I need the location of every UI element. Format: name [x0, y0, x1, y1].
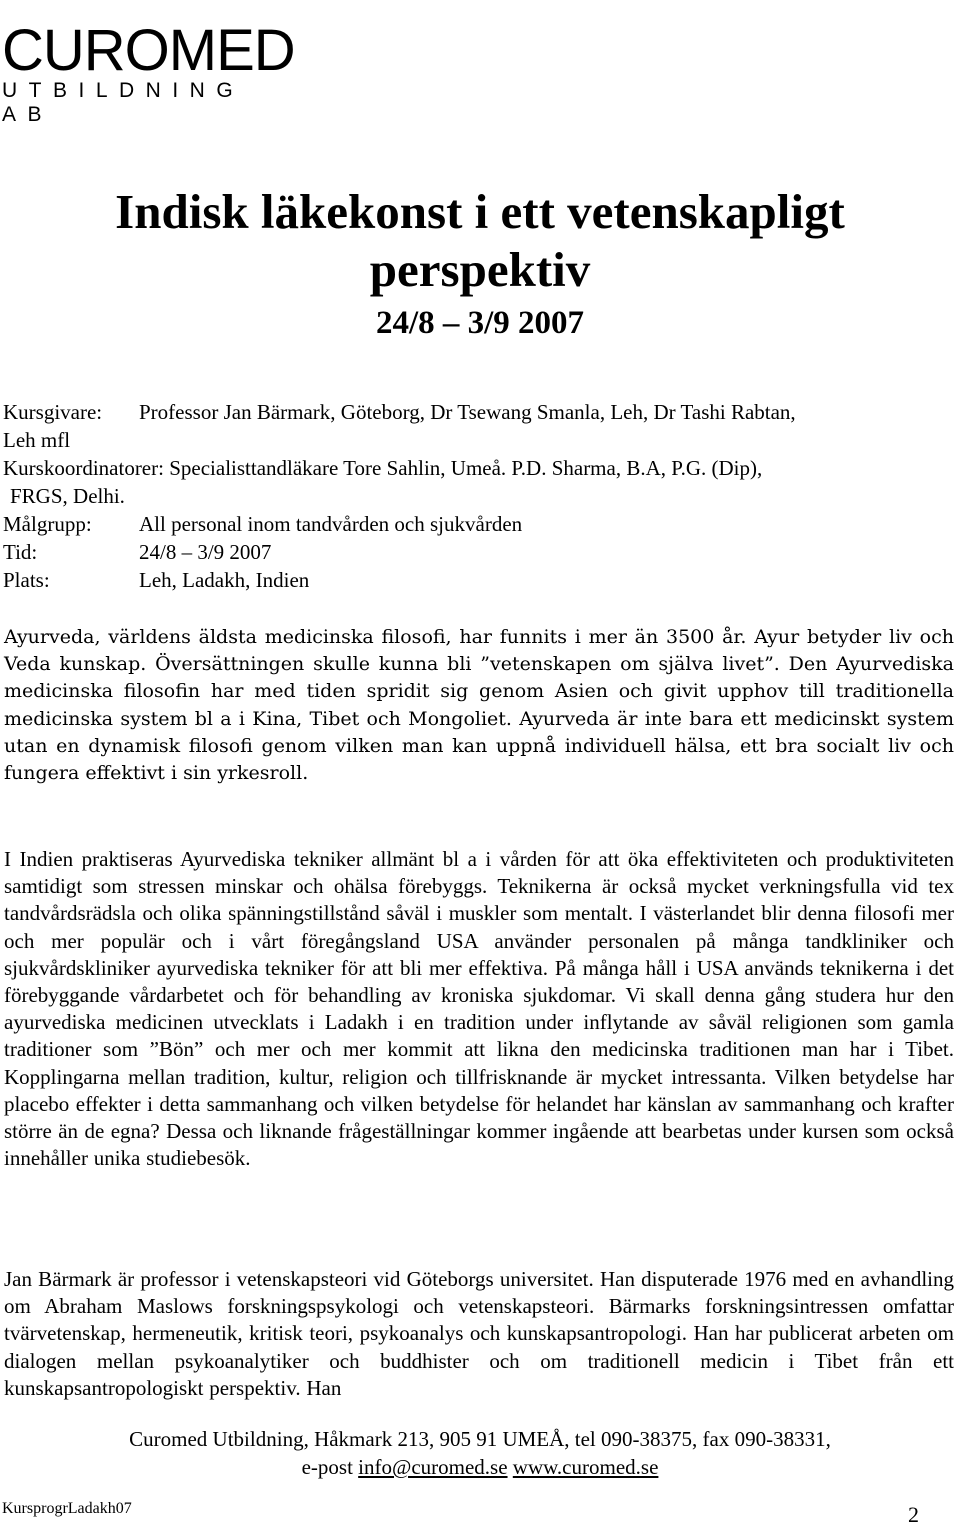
footer-email-prefix: e-post: [301, 1455, 353, 1479]
malgrupp-value: All personal inom tandvården och sjukvården: [139, 512, 523, 536]
course-dates: 24/8 – 3/9 2007: [375, 305, 585, 341]
kurskoordinatorer-label: Kurskoordinatorer:: [3, 456, 164, 480]
document-id: KursprogrLadakh07: [2, 1500, 132, 1517]
title-line-2: perspektiv: [369, 242, 591, 297]
plats-label: Plats:: [3, 568, 50, 592]
kurskoordinatorer-value: Specialisttandläkare Tore Sahlin, Umeå. P.D. Sharma, B.A, P.G. (Dip),: [169, 456, 763, 480]
plats-row: [3, 566, 958, 594]
malgrupp-label: Målgrupp:: [3, 512, 92, 536]
paragraph-instructor-bio: Jan Bärmark är professor i vetenskapsteori vid Göteborgs universitet. Han disputerade 1976 med en avhandling om Abraham Maslows forskningspsykologi och vetenskapsteori. Bärmarks forskningsintressen omfattar tvärvetenskap, hermeneutik, kritisk teori, psykoanalys och kunskapsantropologi. Han har publicerat arbeten om dialogen mellan psykoanalytiker och buddhister och om traditionell medicin i Tibet från ett kunskapsantropologiskt perspektiv. Han: [4, 1267, 954, 1400]
paragraph-ayurveda-intro: Ayurveda, världens äldsta medicinska filosofi, har funnits i mer än 3500 år. Ayur betyder liv och Veda kunskap. Översättningen skulle kunna bli ”vetenskapen om själva livet”. Den Ayurvediska medicinska filosofin har med tiden spridit sig genom Asien och givit upphov till traditionella medicinska system bl a i Kina, Tibet och Mongoliet. Ayurveda är inte bara ett medicinskt system utan en dynamisk filosofi genom vilken man kan uppnå individuell hälsa, ett bra socialt liv och fungera effektivt i sin yrkesroll.: [4, 626, 954, 785]
course-info: [3, 398, 958, 594]
tid-row: [3, 538, 958, 566]
curomed-logo: [2, 18, 302, 127]
tid-label: Tid:: [3, 540, 38, 564]
page-footer: [0, 1425, 960, 1481]
paragraph-practice: I Indien praktiseras Ayurvediska tekniker allmänt bl a i vården för att öka effektiviteten och produktiviteten samtidigt som stressen minskar och ohälsa förebyggs. Teknikerna är också mycket verkningsfulla vid tex tandvårdsrädsla och olika spänningstillstånd såväl i muskler som mentalt. I västerlandet blir denna filosofi mer och mer populär och i vårt föregångsland USA använder personalen på många tandkliniker och sjukvårdskliniker ayurvediska tekniker för att bli mer effektiva. På många håll i USA används teknikerna i det förebyggande vårdarbetet och för behandling av kroniska sjukdomar. Vi skall denna gång studera hur den ayurvediska medicinen utvecklats i Ladakh i en tradition under inflytande av såväl religionen som gamla traditioner som ”Bön” och mer och mer kommit att likna den medicinska traditionen man har i Tibet. Kopplingarna mellan tradition, kultur, religion och tillfrisknande är mycket intressanta. Vilken betydelse har placebo effekter i detta sammanhang och vilken betydelse för helandet har känslan av sammanhang och krafter större än de egna? Dessa och liknande frågeställningar kommer ingående att bearbetas under kursen som också innehåller unika studiebesök.: [4, 847, 954, 1171]
footer-address: Curomed Utbildning, Håkmark 213, 905 91 UMEÅ, tel 090-38375, fax 090-38331,: [129, 1427, 831, 1451]
footer-contact: [0, 1453, 960, 1481]
page-title: [0, 183, 960, 299]
logo-subtitle: UTBILDNING AB: [2, 79, 245, 126]
website-link[interactable]: www.curomed.se: [512, 1455, 659, 1479]
logo-wordmark: CUROMED: [2, 18, 295, 83]
title-line-1: Indisk läkekonst i ett vetenskapligt: [115, 184, 845, 239]
kurskoordinatorer-row: [3, 454, 958, 482]
kursgivare-value: Professor Jan Bärmark, Göteborg, Dr Tsewang Smanla, Leh, Dr Tashi Rabtan,: [139, 400, 796, 424]
plats-value: Leh, Ladakh, Indien: [139, 568, 310, 592]
kursgivare-row-continued: Leh mfl: [3, 428, 71, 452]
tid-value: 24/8 – 3/9 2007: [139, 540, 272, 564]
email-link[interactable]: info@curomed.se: [358, 1455, 508, 1479]
page-number: 2: [908, 1502, 919, 1527]
kurskoordinatorer-row-continued: FRGS, Delhi.: [10, 484, 125, 508]
kursgivare-label: Kursgivare:: [3, 400, 103, 424]
kursgivare-row: [3, 398, 958, 426]
malgrupp-row: [3, 510, 958, 538]
